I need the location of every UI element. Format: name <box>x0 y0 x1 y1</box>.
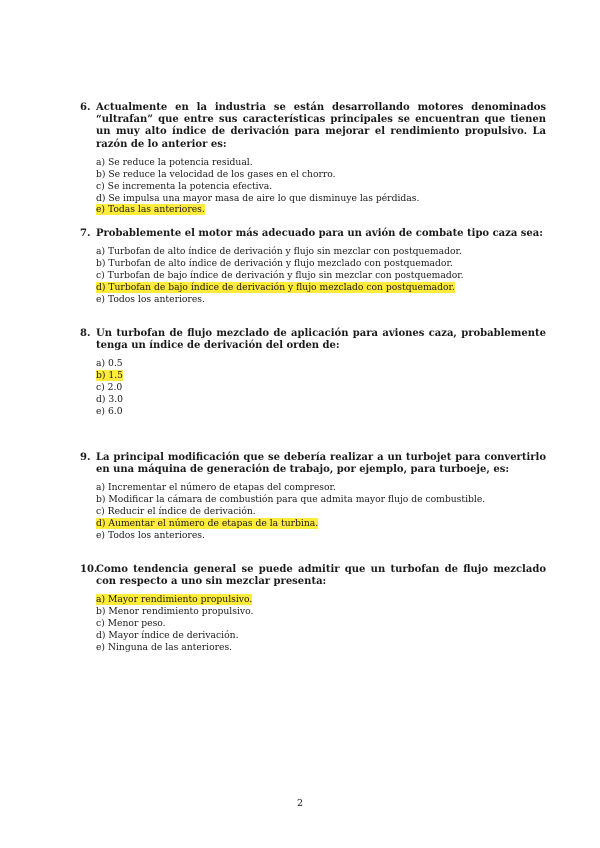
option-b: b) Se reduce la velocidad de los gases en el chorro. <box>96 168 336 180</box>
option-b-highlighted: b) 1.5 <box>96 370 123 382</box>
question-header <box>80 328 546 352</box>
question-number: 9. <box>80 452 91 463</box>
option-a: a) Incrementar el número de etapas del compresor. <box>96 482 336 494</box>
option-a: a) Se reduce la potencia residual. <box>96 156 253 168</box>
question-number: 8. <box>80 328 91 339</box>
question-7 <box>80 228 546 306</box>
question-header <box>80 564 546 588</box>
question-header <box>80 452 546 476</box>
option-e: e) 6.0 <box>96 406 123 418</box>
option-d-highlighted: d) Aumentar el número de etapas de la turbina. <box>96 518 319 530</box>
question-text: Como tendencia general se puede admitir que un turbofan de flujo mezclado con respecto a uno sin mezclar presenta: <box>96 564 546 588</box>
option-c: c) Menor peso. <box>96 618 166 630</box>
options-list <box>96 482 546 542</box>
option-e: e) Todos los anteriores. <box>96 293 205 305</box>
question-9 <box>80 452 546 542</box>
option-b: b) Turbofan de alto índice de derivación y flujo mezclado con postquemador. <box>96 258 453 270</box>
option-d: d) Mayor índice de derivación. <box>96 630 239 642</box>
option-c: c) Turbofan de bajo índice de derivación y flujo sin mezclar con postquemador. <box>96 270 464 282</box>
option-c: c) Reducir el índice de derivación. <box>96 506 256 518</box>
question-number: 6. <box>80 102 91 113</box>
option-d-highlighted: d) Turbofan de bajo índice de derivación y flujo mezclado con postquemador. <box>96 281 455 293</box>
options-list <box>96 358 546 418</box>
question-header <box>80 228 546 240</box>
question-10 <box>80 564 546 654</box>
question-6 <box>80 102 546 216</box>
option-a: a) 0.5 <box>96 358 123 370</box>
option-b: b) Modificar la cámara de combustión para que admita mayor flujo de combustible. <box>96 494 486 506</box>
question-text: Un turbofan de flujo mezclado de aplicación para aviones caza, probablemente tenga un índice de derivación del orden de: <box>96 328 546 352</box>
option-d: d) 3.0 <box>96 394 123 406</box>
question-8 <box>80 328 546 418</box>
options-list <box>96 157 546 217</box>
option-b: b) Menor rendimiento propulsivo. <box>96 606 254 618</box>
option-d: d) Se impulsa una mayor masa de aire lo que disminuye las pérdidas. <box>96 192 420 204</box>
option-e: e) Ninguna de las anteriores. <box>96 642 233 654</box>
question-text: La principal modificación que se debería realizar a un turbojet para convertirlo en una máquina de generación de trabajo, por ejemplo, para turboeje, es: <box>96 452 546 476</box>
options-list <box>96 246 546 306</box>
question-header <box>80 102 546 151</box>
page-number: 2 <box>296 798 304 809</box>
question-text: Actualmente en la industria se están desarrollando motores denominados “ultrafan” que entre sus características principales se encuentran que tienen un muy alto índice de derivación para mejorar el rendimiento propulsivo. La razón de lo anterior es: <box>96 102 546 150</box>
question-text: Probablemente el motor más adecuado para un avión de combate tipo caza sea: <box>96 228 543 239</box>
option-c: c) 2.0 <box>96 382 123 394</box>
option-e-highlighted: e) Todas las anteriores. <box>96 204 205 216</box>
options-list <box>96 594 546 654</box>
option-c: c) Se incrementa la potencia efectiva. <box>96 180 273 192</box>
option-a-highlighted: a) Mayor rendimiento propulsivo. <box>96 594 253 606</box>
question-number: 10. <box>80 564 98 575</box>
option-e: e) Todos los anteriores. <box>96 530 205 542</box>
question-number: 7. <box>80 228 91 239</box>
option-a: a) Turbofan de alto índice de derivación y flujo sin mezclar con postquemador. <box>96 246 462 258</box>
